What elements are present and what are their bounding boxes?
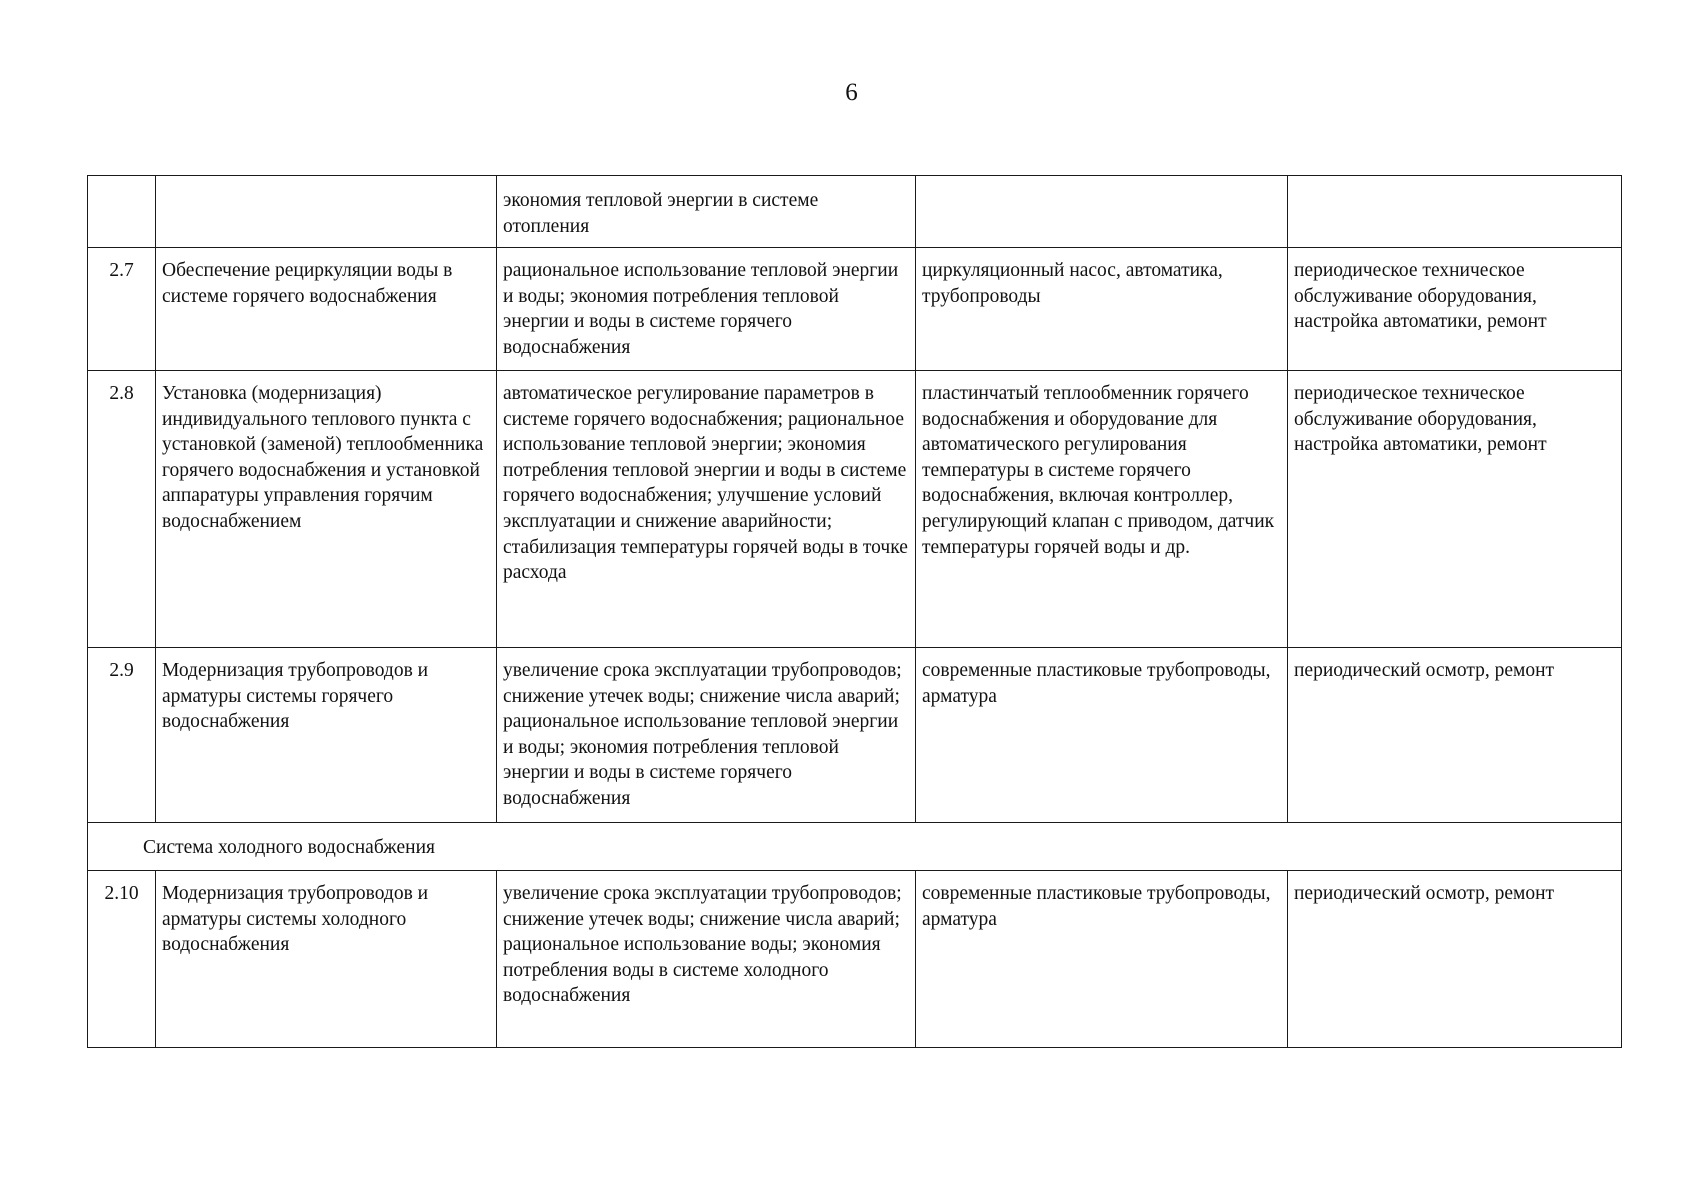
effect-cell: автоматическое регулирование параметров в системе горячего водоснабжения; рациональное использование тепловой энергии; экономия потребления тепловой энергии и воды в системе горячего водоснабжения; улучшение условий эксплуатации и снижение аварийности; стабилизация температуры горячей воды в точке расхода xyxy=(497,371,916,648)
row-number-cell: 2.9 xyxy=(88,648,156,823)
table-row xyxy=(88,648,1622,823)
effect-cell: экономия тепловой энергии в системе отопления xyxy=(497,176,916,248)
section-row xyxy=(88,823,1622,871)
measure-cell: Модернизация трубопроводов и арматуры системы холодного водоснабжения xyxy=(156,871,497,1048)
row-number-cell: 2.7 xyxy=(88,248,156,371)
row-number-cell: 2.8 xyxy=(88,371,156,648)
measure-cell: Установка (модернизация) индивидуального теплового пункта с установкой (заменой) теплообменника горячего водоснабжения и установкой аппаратуры управления горячим водоснабжением xyxy=(156,371,497,648)
equipment-cell: современные пластиковые трубопроводы, арматура xyxy=(916,871,1288,1048)
equipment-cell: пластинчатый теплообменник горячего водоснабжения и оборудование для автоматического регулирования температуры в системе горячего водоснабжения, включая контроллер, регулирующий клапан с приводом, датчик температуры горячей воды и др. xyxy=(916,371,1288,648)
measure-cell: Модернизация трубопроводов и арматуры системы горячего водоснабжения xyxy=(156,648,497,823)
maintenance-cell xyxy=(1288,176,1622,248)
equipment-cell: современные пластиковые трубопроводы, арматура xyxy=(916,648,1288,823)
section-title: Система холодного водоснабжения xyxy=(88,823,1622,871)
measure-cell xyxy=(156,176,497,248)
effect-cell: рациональное использование тепловой энергии и воды; экономия потребления тепловой энергии и воды в системе горячего водоснабжения xyxy=(497,248,916,371)
page-number: 6 xyxy=(845,79,858,106)
effect-cell: увеличение срока эксплуатации трубопроводов; снижение утечек воды; снижение числа аварий; рациональное использование воды; экономия потребления воды в системе холодного водоснабжения xyxy=(497,871,916,1048)
row-number-cell xyxy=(88,176,156,248)
row-number-cell: 2.10 xyxy=(88,871,156,1048)
maintenance-cell: периодический осмотр, ремонт xyxy=(1288,871,1622,1048)
measure-cell: Обеспечение рециркуляции воды в системе горячего водоснабжения xyxy=(156,248,497,371)
measures-table xyxy=(87,175,1622,1048)
table-row xyxy=(88,248,1622,371)
maintenance-cell: периодическое техническое обслуживание оборудования, настройка автоматики, ремонт xyxy=(1288,371,1622,648)
equipment-cell: циркуляционный насос, автоматика, трубопроводы xyxy=(916,248,1288,371)
equipment-cell xyxy=(916,176,1288,248)
table-row xyxy=(88,176,1622,248)
maintenance-cell: периодическое техническое обслуживание оборудования, настройка автоматики, ремонт xyxy=(1288,248,1622,371)
table-row xyxy=(88,371,1622,648)
effect-cell: увеличение срока эксплуатации трубопроводов; снижение утечек воды; снижение числа аварий; рациональное использование тепловой энергии и воды; экономия потребления тепловой энергии и воды в системе горячего водоснабжения xyxy=(497,648,916,823)
table-row xyxy=(88,871,1622,1048)
maintenance-cell: периодический осмотр, ремонт xyxy=(1288,648,1622,823)
